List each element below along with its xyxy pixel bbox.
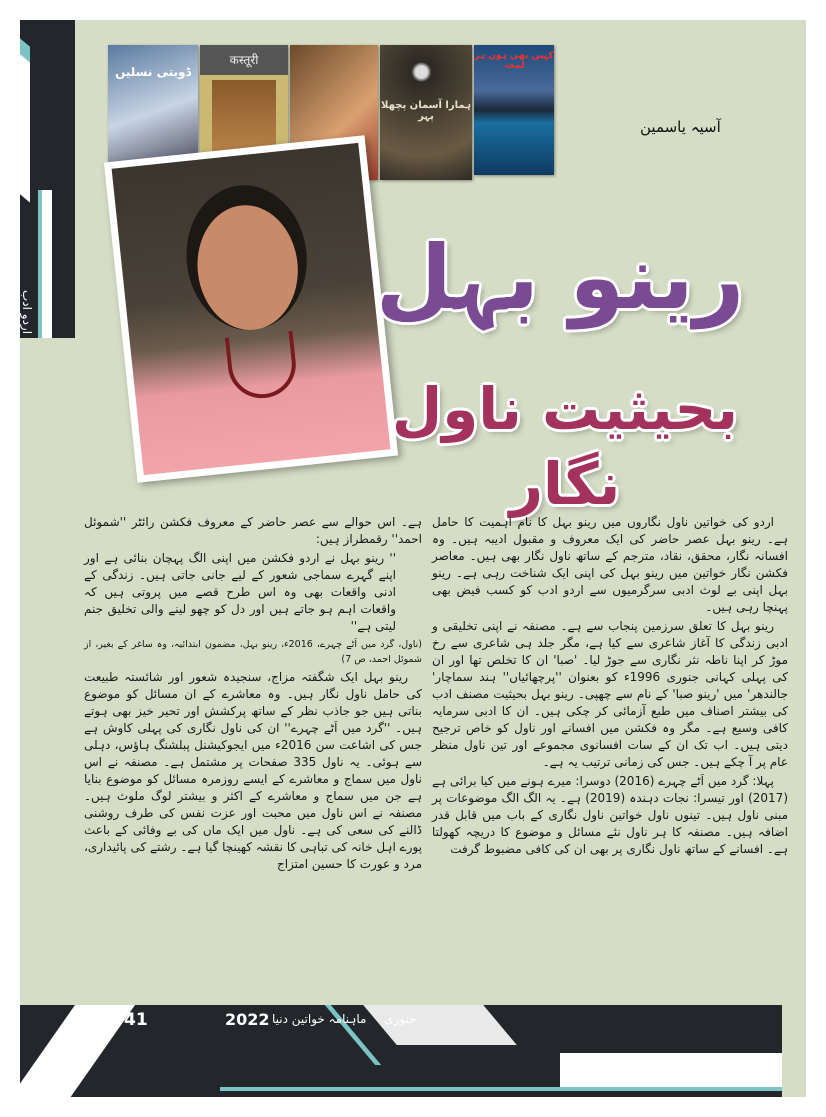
necklace <box>225 331 299 402</box>
article-title: رینو بہل <box>375 226 745 329</box>
issue-month: جنوری <box>384 1012 417 1026</box>
author-face <box>191 200 304 335</box>
magazine-name <box>272 1012 417 1026</box>
right-text-column <box>432 514 788 860</box>
magazine-title: ماہنامہ خواتین دنیا <box>272 1012 367 1026</box>
issue-year: 2022 <box>225 1010 270 1029</box>
book-title: कस्तूरी <box>229 53 259 67</box>
book-title: ڈوبتی نسلیں <box>115 65 191 79</box>
author-byline: آسیہ یاسمین <box>640 118 721 136</box>
paragraph: ہے۔ اس حوالے سے عصر حاضر کے معروف فکشن رائٹر ''شموئل احمد'' رقمطراز ہیں: <box>84 515 422 546</box>
book-title: ہمارا آسمان پچھلا پہر <box>381 100 471 122</box>
paragraph: پہلا: گرد میں اَٹے چہرے (2016) دوسرا: میرے ہونے میں کیا برائی ہے (2017) اور تیسرا: نجات دہندہ (2019) ہے۔ یہ الگ الگ موضوعات پر مبنی ناول ہیں۔ تینوں ناول خواتین ناول نگاری کے باب میں قابل قدر اضافہ ہیں۔ مصنفہ کا ہر ناول نئے مسائل و موضوع کا دریچہ کھولتا ہے۔ افسانے کے ساتھ ناول نگاری پر بھی ان کی کافی مضبوط گرفت <box>432 774 789 856</box>
citation: (ناول، گرد میں اَٹے چہرے، 2016ء، رینو بہل، مضمون ابتدائیہ، وہ ساغر کے بغیر، از شموئل احمد، ص 7) <box>84 639 423 665</box>
paragraph: رینو بہل ایک شگفتہ مزاج، سنجیدہ شعور اور شائستہ طبیعت کی حامل ناول نگار ہیں۔ وہ معاشرے کے ان مسائل کو موضوع بناتی ہیں جو جاذب نظر کے ساتھ پرکشش اور تحیر خیز بھی ہوتے ہیں۔ ''گرد میں اَٹے چہرے'' ان کی ناول نگاری کی پہلی کاوش ہے جس کی اشاعت سن 2016ء میں ایجوکیشنل پبلشنگ ہاؤس، دہلی سے ہوئی۔ یہ ناول 335 صفحات پر مشتمل ہے۔ مصنفہ نے اس ناول میں سماج و معاشرے کے ایسے روزمرہ مسائل کو موضوع بنایا ہے جن میں سماج و معاشرے کے اکثر و بیشتر لوگ ملوث ہیں۔ مصنفہ نے اس ناول میں محبت اور عزت نفس کی طرف روشنی ڈالنے کی سعی کی ہے۔ ناول میں ایک ماں کی بے وفائی کے باعث پورے اہل خانہ کی تباہی کا نقشہ کھینچا گیا ہے۔ رشتے کی پائیداری، مرد و عورت کا حسین امتزاج <box>84 670 423 871</box>
author-photo <box>104 135 398 483</box>
book-title: کہیں بھی ہوں ہر لمحہ <box>474 51 554 71</box>
left-text-column <box>84 514 422 875</box>
book-cover-5 <box>474 45 554 175</box>
paragraph: اردو کی خواتین ناول نگاروں میں رینو بہل کا نام اہمیت کا حامل ہے۔ رینو بہل عصر حاضر کی ایک معروف و مقبول ادیبہ ہیں۔ وہ افسانہ نگار، محقق، نقاد، مترجم کے ساتھ ناول نگار بھی ہیں۔ معاصر فکشن نگار خواتین میں رینو بہل کی اپنی ایک شناخت رہی ہے۔ رینو بہل اپنی بے لوث ادبی سرگرمیوں سے اردو ادب کو کسب فیض بھی پہنچا رہی ہیں۔ <box>432 515 788 614</box>
article-subtitle: بحیثیت ناول نگار <box>391 375 739 519</box>
paragraph: رینو بہل کا تعلق سرزمین پنجاب سے ہے۔ مصنفہ نے اپنی تخلیقی و ادبی زندگی کا آغاز شاعری سے کیا ہے، مگر جلد ہی شاعری سے رخ موڑ کر اپنا ناطہ نثر نگاری سے جوڑ لیا۔ 'صبا' ان کا تخلص تھا اور ان کی پہلی کہانی جنوری 1996ء کو بعنوان ''پرچھائیاں'' ہند سماچار' جالندھر' میں 'رینو صبا' کے نام سے چھپی۔ رینو بہل بحیثیت مصنف ادب کی بیشتر اصناف میں طبع آزمائی کر چکی ہیں۔ ان کا ادبی سرمایہ کافی وسیع ہے۔ مگر وہ فکشن میں افسانے اور ناول کو خاص ترجیح دیتی ہیں۔ اب تک ان کے سات افسانوی مجموعے اور تین ناول منظر عام پر آ چکے ہیں۔ جس کی زمانی ترتیب یہ ہے۔ <box>432 619 788 769</box>
page-number: 41 <box>124 1010 148 1030</box>
book-cover-4 <box>380 45 472 180</box>
section-label: اردو ادب <box>20 290 34 335</box>
blockquote: '' رینو بہل نے اردو فکشن میں اپنی الگ پہچان بنائی ہے اور اپنے گہرے سماجی شعور کے لیے جانی جاتی ہیں۔ زندگی کے ادنی واقعات بھی وہ اس طرح قصے میں پروتی ہیں کہ واقعات اہم ہو جاتے ہیں اور دل کو چھو لینے والی تخلیق جنم لیتی ہے'' <box>84 551 396 633</box>
